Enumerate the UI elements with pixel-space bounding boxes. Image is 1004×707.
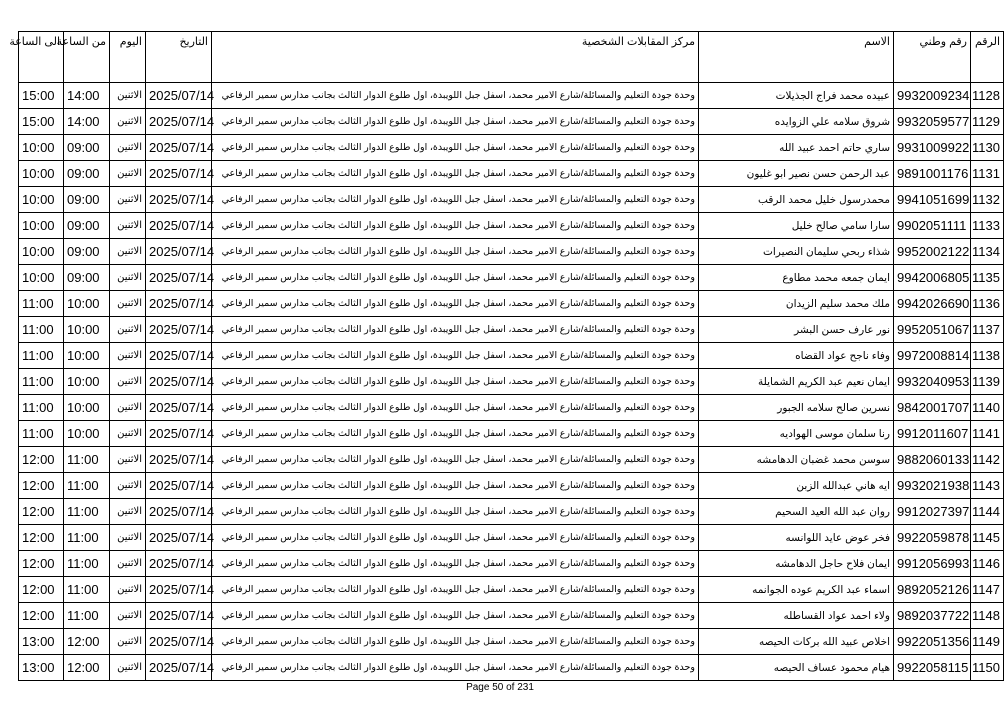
cell-from-time: 11:00 bbox=[64, 525, 110, 551]
cell-from-time: 10:00 bbox=[64, 369, 110, 395]
cell-name: ايه هاني عبدالله الزبن bbox=[699, 473, 894, 499]
cell-day: الاثنين bbox=[110, 135, 146, 161]
cell-center: وحدة جودة التعليم والمسائلة/شارع الامير محمد، اسفل جبل اللويبدة، اول طلوع الدوار الثالث بجانب مدارس سمير الرفاعي bbox=[212, 525, 699, 551]
cell-name: ولاء احمد عواد القساطله bbox=[699, 603, 894, 629]
table-row bbox=[19, 265, 1004, 291]
cell-national-id: 9912011607 bbox=[894, 421, 971, 447]
cell-day: الاثنين bbox=[110, 473, 146, 499]
cell-day: الاثنين bbox=[110, 551, 146, 577]
cell-num: 1135 bbox=[971, 265, 1004, 291]
cell-national-id: 9922059878 bbox=[894, 525, 971, 551]
cell-name: محمدرسول خليل محمد الرقب bbox=[699, 187, 894, 213]
header-national-id: رقم وطني bbox=[894, 32, 971, 83]
cell-national-id: 9842001707 bbox=[894, 395, 971, 421]
cell-num: 1146 bbox=[971, 551, 1004, 577]
cell-date: 2025/07/14 bbox=[146, 109, 212, 135]
cell-date: 2025/07/14 bbox=[146, 395, 212, 421]
cell-date: 2025/07/14 bbox=[146, 525, 212, 551]
cell-to-time: 10:00 bbox=[19, 161, 64, 187]
cell-name: اخلاص عبيد الله بركات الحيصه bbox=[699, 629, 894, 655]
cell-from-time: 10:00 bbox=[64, 395, 110, 421]
cell-center: وحدة جودة التعليم والمسائلة/شارع الامير محمد، اسفل جبل اللويبدة، اول طلوع الدوار الثالث بجانب مدارس سمير الرفاعي bbox=[212, 603, 699, 629]
cell-center: وحدة جودة التعليم والمسائلة/شارع الامير محمد، اسفل جبل اللويبدة، اول طلوع الدوار الثالث بجانب مدارس سمير الرفاعي bbox=[212, 265, 699, 291]
cell-national-id: 9942006805 bbox=[894, 265, 971, 291]
cell-day: الاثنين bbox=[110, 369, 146, 395]
cell-num: 1129 bbox=[971, 109, 1004, 135]
cell-day: الاثنين bbox=[110, 83, 146, 109]
cell-num: 1150 bbox=[971, 655, 1004, 681]
cell-num: 1149 bbox=[971, 629, 1004, 655]
cell-from-time: 10:00 bbox=[64, 317, 110, 343]
cell-name: هيام محمود عساف الحيصه bbox=[699, 655, 894, 681]
cell-to-time: 10:00 bbox=[19, 265, 64, 291]
cell-num: 1136 bbox=[971, 291, 1004, 317]
cell-date: 2025/07/14 bbox=[146, 265, 212, 291]
cell-center: وحدة جودة التعليم والمسائلة/شارع الامير محمد، اسفل جبل اللويبدة، اول طلوع الدوار الثالث بجانب مدارس سمير الرفاعي bbox=[212, 447, 699, 473]
document-page bbox=[9, 31, 1000, 681]
cell-name: عبيده محمد فراج الجذيلات bbox=[699, 83, 894, 109]
cell-center: وحدة جودة التعليم والمسائلة/شارع الامير محمد، اسفل جبل اللويبدة، اول طلوع الدوار الثالث بجانب مدارس سمير الرفاعي bbox=[212, 187, 699, 213]
table-row bbox=[19, 109, 1004, 135]
cell-day: الاثنين bbox=[110, 499, 146, 525]
table-row bbox=[19, 317, 1004, 343]
cell-from-time: 10:00 bbox=[64, 291, 110, 317]
cell-num: 1128 bbox=[971, 83, 1004, 109]
cell-center: وحدة جودة التعليم والمسائلة/شارع الامير محمد، اسفل جبل اللويبدة، اول طلوع الدوار الثالث بجانب مدارس سمير الرفاعي bbox=[212, 577, 699, 603]
table-row bbox=[19, 83, 1004, 109]
table-row bbox=[19, 551, 1004, 577]
cell-num: 1137 bbox=[971, 317, 1004, 343]
cell-date: 2025/07/14 bbox=[146, 369, 212, 395]
cell-name: نسرين صالح سلامه الجبور bbox=[699, 395, 894, 421]
cell-center: وحدة جودة التعليم والمسائلة/شارع الامير محمد، اسفل جبل اللويبدة، اول طلوع الدوار الثالث بجانب مدارس سمير الرفاعي bbox=[212, 369, 699, 395]
cell-to-time: 12:00 bbox=[19, 447, 64, 473]
cell-national-id: 9952002122 bbox=[894, 239, 971, 265]
cell-national-id: 9891001176 bbox=[894, 161, 971, 187]
cell-date: 2025/07/14 bbox=[146, 317, 212, 343]
cell-name: ايمان نعيم عبد الكريم الشمايلة bbox=[699, 369, 894, 395]
cell-national-id: 9932009234 bbox=[894, 83, 971, 109]
cell-name: ساري حاتم احمد عبيد الله bbox=[699, 135, 894, 161]
cell-num: 1143 bbox=[971, 473, 1004, 499]
cell-to-time: 12:00 bbox=[19, 473, 64, 499]
cell-name: رنا سلمان موسى الهواديه bbox=[699, 421, 894, 447]
cell-national-id: 9912027397 bbox=[894, 499, 971, 525]
cell-from-time: 12:00 bbox=[64, 655, 110, 681]
cell-national-id: 9942026690 bbox=[894, 291, 971, 317]
cell-date: 2025/07/14 bbox=[146, 603, 212, 629]
cell-from-time: 09:00 bbox=[64, 265, 110, 291]
cell-center: وحدة جودة التعليم والمسائلة/شارع الامير محمد، اسفل جبل اللويبدة، اول طلوع الدوار الثالث بجانب مدارس سمير الرفاعي bbox=[212, 317, 699, 343]
cell-from-time: 11:00 bbox=[64, 577, 110, 603]
cell-day: الاثنين bbox=[110, 291, 146, 317]
cell-from-time: 09:00 bbox=[64, 239, 110, 265]
table-row bbox=[19, 629, 1004, 655]
cell-from-time: 10:00 bbox=[64, 343, 110, 369]
cell-to-time: 13:00 bbox=[19, 655, 64, 681]
cell-from-time: 09:00 bbox=[64, 161, 110, 187]
cell-center: وحدة جودة التعليم والمسائلة/شارع الامير محمد، اسفل جبل اللويبدة، اول طلوع الدوار الثالث بجانب مدارس سمير الرفاعي bbox=[212, 343, 699, 369]
cell-num: 1140 bbox=[971, 395, 1004, 421]
table-row bbox=[19, 655, 1004, 681]
header-num: الرقم bbox=[971, 32, 1004, 83]
cell-center: وحدة جودة التعليم والمسائلة/شارع الامير محمد، اسفل جبل اللويبدة، اول طلوع الدوار الثالث بجانب مدارس سمير الرفاعي bbox=[212, 161, 699, 187]
cell-national-id: 9932059577 bbox=[894, 109, 971, 135]
cell-from-time: 12:00 bbox=[64, 629, 110, 655]
cell-name: وفاء ناجح عواد القضاه bbox=[699, 343, 894, 369]
cell-day: الاثنين bbox=[110, 317, 146, 343]
cell-center: وحدة جودة التعليم والمسائلة/شارع الامير محمد، اسفل جبل اللويبدة، اول طلوع الدوار الثالث بجانب مدارس سمير الرفاعي bbox=[212, 239, 699, 265]
cell-center: وحدة جودة التعليم والمسائلة/شارع الامير محمد، اسفل جبل اللويبدة، اول طلوع الدوار الثالث بجانب مدارس سمير الرفاعي bbox=[212, 473, 699, 499]
cell-name: شذاء ربحي سليمان النصيرات bbox=[699, 239, 894, 265]
table-row bbox=[19, 291, 1004, 317]
cell-from-time: 11:00 bbox=[64, 551, 110, 577]
cell-name: اسماء عبد الكريم عوده الجوانمه bbox=[699, 577, 894, 603]
cell-to-time: 13:00 bbox=[19, 629, 64, 655]
cell-center: وحدة جودة التعليم والمسائلة/شارع الامير محمد، اسفل جبل اللويبدة، اول طلوع الدوار الثالث بجانب مدارس سمير الرفاعي bbox=[212, 135, 699, 161]
cell-date: 2025/07/14 bbox=[146, 655, 212, 681]
table-row bbox=[19, 395, 1004, 421]
cell-to-time: 10:00 bbox=[19, 239, 64, 265]
cell-date: 2025/07/14 bbox=[146, 135, 212, 161]
cell-day: الاثنين bbox=[110, 109, 146, 135]
cell-to-time: 15:00 bbox=[19, 83, 64, 109]
cell-day: الاثنين bbox=[110, 343, 146, 369]
cell-day: الاثنين bbox=[110, 239, 146, 265]
cell-center: وحدة جودة التعليم والمسائلة/شارع الامير محمد، اسفل جبل اللويبدة، اول طلوع الدوار الثالث بجانب مدارس سمير الرفاعي bbox=[212, 291, 699, 317]
table-row bbox=[19, 239, 1004, 265]
cell-from-time: 11:00 bbox=[64, 473, 110, 499]
table-row bbox=[19, 603, 1004, 629]
cell-day: الاثنين bbox=[110, 629, 146, 655]
cell-to-time: 12:00 bbox=[19, 603, 64, 629]
cell-national-id: 9912056993 bbox=[894, 551, 971, 577]
cell-day: الاثنين bbox=[110, 577, 146, 603]
cell-national-id: 9902051111 bbox=[894, 213, 971, 239]
cell-date: 2025/07/14 bbox=[146, 499, 212, 525]
table-row bbox=[19, 473, 1004, 499]
cell-national-id: 9892037722 bbox=[894, 603, 971, 629]
cell-num: 1141 bbox=[971, 421, 1004, 447]
cell-national-id: 9932021938 bbox=[894, 473, 971, 499]
cell-num: 1147 bbox=[971, 577, 1004, 603]
table-header-row bbox=[19, 32, 1004, 83]
cell-date: 2025/07/14 bbox=[146, 473, 212, 499]
cell-date: 2025/07/14 bbox=[146, 239, 212, 265]
cell-name: نور عارف حسن البشر bbox=[699, 317, 894, 343]
cell-day: الاثنين bbox=[110, 525, 146, 551]
cell-center: وحدة جودة التعليم والمسائلة/شارع الامير محمد، اسفل جبل اللويبدة، اول طلوع الدوار الثالث بجانب مدارس سمير الرفاعي bbox=[212, 655, 699, 681]
cell-day: الاثنين bbox=[110, 187, 146, 213]
cell-center: وحدة جودة التعليم والمسائلة/شارع الامير محمد، اسفل جبل اللويبدة، اول طلوع الدوار الثالث بجانب مدارس سمير الرفاعي bbox=[212, 629, 699, 655]
cell-to-time: 11:00 bbox=[19, 369, 64, 395]
cell-date: 2025/07/14 bbox=[146, 213, 212, 239]
cell-to-time: 10:00 bbox=[19, 135, 64, 161]
cell-to-time: 10:00 bbox=[19, 213, 64, 239]
cell-num: 1145 bbox=[971, 525, 1004, 551]
cell-to-time: 10:00 bbox=[19, 187, 64, 213]
cell-center: وحدة جودة التعليم والمسائلة/شارع الامير محمد، اسفل جبل اللويبدة، اول طلوع الدوار الثالث بجانب مدارس سمير الرفاعي bbox=[212, 395, 699, 421]
cell-to-time: 12:00 bbox=[19, 525, 64, 551]
cell-national-id: 9922058115 bbox=[894, 655, 971, 681]
cell-to-time: 11:00 bbox=[19, 421, 64, 447]
cell-from-time: 09:00 bbox=[64, 213, 110, 239]
header-to-time: الى الساعة bbox=[19, 32, 64, 83]
cell-name: ايمان فلاح حاجل الدهامشه bbox=[699, 551, 894, 577]
cell-from-time: 11:00 bbox=[64, 447, 110, 473]
cell-date: 2025/07/14 bbox=[146, 421, 212, 447]
cell-to-time: 11:00 bbox=[19, 317, 64, 343]
cell-name: شروق سلامه علي الزوايده bbox=[699, 109, 894, 135]
cell-day: الاثنين bbox=[110, 161, 146, 187]
cell-num: 1144 bbox=[971, 499, 1004, 525]
cell-to-time: 11:00 bbox=[19, 395, 64, 421]
cell-center: وحدة جودة التعليم والمسائلة/شارع الامير محمد، اسفل جبل اللويبدة، اول طلوع الدوار الثالث بجانب مدارس سمير الرفاعي bbox=[212, 83, 699, 109]
header-day: اليوم bbox=[110, 32, 146, 83]
cell-name: عبد الرحمن حسن نصير ابو غليون bbox=[699, 161, 894, 187]
cell-name: ايمان جمعه محمد مطاوع bbox=[699, 265, 894, 291]
cell-name: روان عبد الله العيد السحيم bbox=[699, 499, 894, 525]
cell-national-id: 9972008814 bbox=[894, 343, 971, 369]
cell-to-time: 11:00 bbox=[19, 343, 64, 369]
cell-date: 2025/07/14 bbox=[146, 161, 212, 187]
cell-center: وحدة جودة التعليم والمسائلة/شارع الامير محمد، اسفل جبل اللويبدة، اول طلوع الدوار الثالث بجانب مدارس سمير الرفاعي bbox=[212, 499, 699, 525]
cell-num: 1139 bbox=[971, 369, 1004, 395]
table-row bbox=[19, 525, 1004, 551]
cell-num: 1130 bbox=[971, 135, 1004, 161]
table-row bbox=[19, 447, 1004, 473]
cell-date: 2025/07/14 bbox=[146, 343, 212, 369]
cell-to-time: 12:00 bbox=[19, 499, 64, 525]
cell-date: 2025/07/14 bbox=[146, 629, 212, 655]
cell-national-id: 9952051067 bbox=[894, 317, 971, 343]
page-number: Page 50 of 231 bbox=[466, 682, 534, 693]
cell-name: فخر عوض عايد اللوانسه bbox=[699, 525, 894, 551]
cell-date: 2025/07/14 bbox=[146, 187, 212, 213]
cell-date: 2025/07/14 bbox=[146, 551, 212, 577]
table-row bbox=[19, 343, 1004, 369]
cell-date: 2025/07/14 bbox=[146, 447, 212, 473]
header-date: التاريخ bbox=[146, 32, 212, 83]
cell-from-time: 09:00 bbox=[64, 187, 110, 213]
cell-national-id: 9892052126 bbox=[894, 577, 971, 603]
cell-center: وحدة جودة التعليم والمسائلة/شارع الامير محمد، اسفل جبل اللويبدة، اول طلوع الدوار الثالث بجانب مدارس سمير الرفاعي bbox=[212, 551, 699, 577]
cell-num: 1138 bbox=[971, 343, 1004, 369]
cell-day: الاثنين bbox=[110, 213, 146, 239]
cell-center: وحدة جودة التعليم والمسائلة/شارع الامير محمد، اسفل جبل اللويبدة، اول طلوع الدوار الثالث بجانب مدارس سمير الرفاعي bbox=[212, 213, 699, 239]
table-row bbox=[19, 421, 1004, 447]
table-row bbox=[19, 135, 1004, 161]
cell-from-time: 11:00 bbox=[64, 499, 110, 525]
cell-day: الاثنين bbox=[110, 395, 146, 421]
cell-day: الاثنين bbox=[110, 447, 146, 473]
header-name: الاسم bbox=[699, 32, 894, 83]
cell-name: ملك محمد سليم الزيدان bbox=[699, 291, 894, 317]
cell-day: الاثنين bbox=[110, 421, 146, 447]
cell-day: الاثنين bbox=[110, 655, 146, 681]
cell-to-time: 12:00 bbox=[19, 551, 64, 577]
table-row bbox=[19, 213, 1004, 239]
cell-national-id: 9922051356 bbox=[894, 629, 971, 655]
cell-from-time: 09:00 bbox=[64, 135, 110, 161]
cell-num: 1148 bbox=[971, 603, 1004, 629]
cell-num: 1134 bbox=[971, 239, 1004, 265]
cell-to-time: 11:00 bbox=[19, 291, 64, 317]
cell-date: 2025/07/14 bbox=[146, 83, 212, 109]
cell-num: 1131 bbox=[971, 161, 1004, 187]
cell-center: وحدة جودة التعليم والمسائلة/شارع الامير محمد، اسفل جبل اللويبدة، اول طلوع الدوار الثالث بجانب مدارس سمير الرفاعي bbox=[212, 421, 699, 447]
interview-schedule-table bbox=[9, 31, 1004, 681]
cell-from-time: 14:00 bbox=[64, 83, 110, 109]
table-row bbox=[19, 369, 1004, 395]
cell-to-time: 15:00 bbox=[19, 109, 64, 135]
table-row bbox=[19, 499, 1004, 525]
cell-national-id: 9882060133 bbox=[894, 447, 971, 473]
cell-num: 1142 bbox=[971, 447, 1004, 473]
cell-date: 2025/07/14 bbox=[146, 291, 212, 317]
cell-name: سوسن محمد غضبان الدهامشه bbox=[699, 447, 894, 473]
cell-from-time: 11:00 bbox=[64, 603, 110, 629]
table-row bbox=[19, 187, 1004, 213]
cell-num: 1132 bbox=[971, 187, 1004, 213]
cell-to-time: 12:00 bbox=[19, 577, 64, 603]
cell-from-time: 10:00 bbox=[64, 421, 110, 447]
cell-day: الاثنين bbox=[110, 603, 146, 629]
header-center: مركز المقابلات الشخصية bbox=[212, 32, 699, 83]
table-body bbox=[19, 83, 1004, 681]
table-row bbox=[19, 577, 1004, 603]
cell-national-id: 9941051699 bbox=[894, 187, 971, 213]
cell-national-id: 9932040953 bbox=[894, 369, 971, 395]
cell-center: وحدة جودة التعليم والمسائلة/شارع الامير محمد، اسفل جبل اللويبدة، اول طلوع الدوار الثالث بجانب مدارس سمير الرفاعي bbox=[212, 109, 699, 135]
cell-from-time: 14:00 bbox=[64, 109, 110, 135]
cell-date: 2025/07/14 bbox=[146, 577, 212, 603]
cell-name: سارا سامي صالح خليل bbox=[699, 213, 894, 239]
table-row bbox=[19, 161, 1004, 187]
cell-national-id: 9931009922 bbox=[894, 135, 971, 161]
cell-num: 1133 bbox=[971, 213, 1004, 239]
cell-day: الاثنين bbox=[110, 265, 146, 291]
header-from-time: من الساعة bbox=[64, 32, 110, 83]
